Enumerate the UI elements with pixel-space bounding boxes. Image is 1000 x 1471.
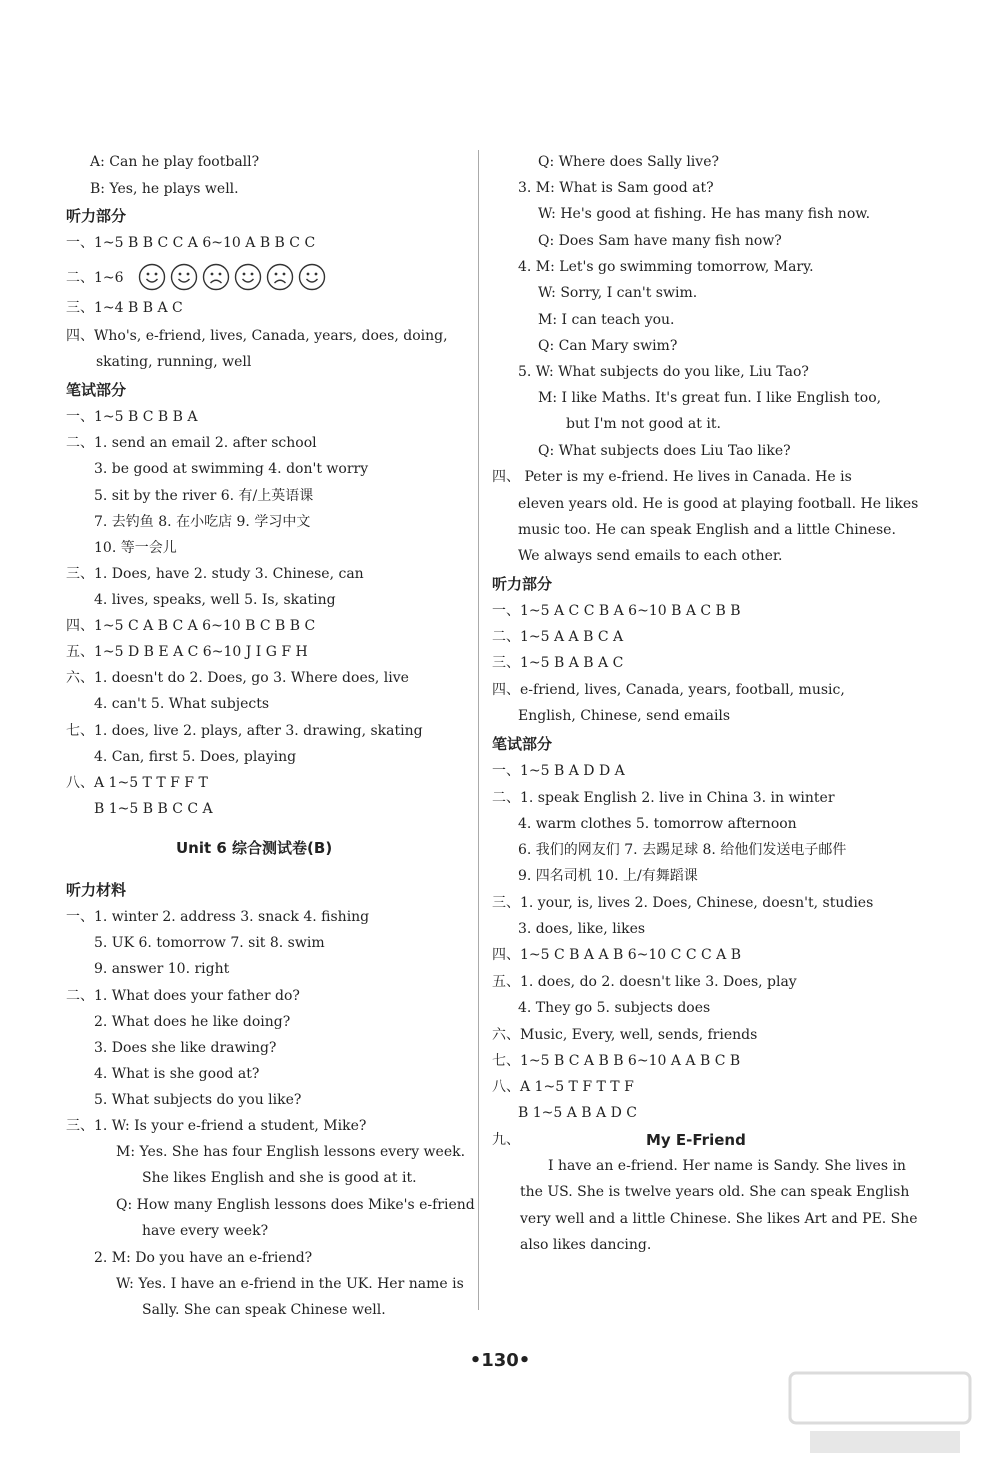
section-title: Unit 6 综合测试卷(B) bbox=[176, 839, 333, 857]
sad-face-icon bbox=[266, 263, 294, 291]
answer-line: 5. UK 6. tomorrow 7. sit 8. swim bbox=[94, 935, 325, 951]
answer-line: I have an e-friend. Her name is Sandy. She lives in bbox=[548, 1158, 906, 1174]
answer-line: 3. does, like, likes bbox=[518, 921, 646, 937]
answer-line: 一、1~5 A C C B A 6~10 B A C B B bbox=[492, 603, 741, 619]
answer-line: 4. can't 5. What subjects bbox=[94, 696, 270, 712]
answer-line: 5. sit by the river 6. 有/上英语课 bbox=[94, 488, 314, 504]
answer-line: 6. 我们的网友们 7. 去踢足球 8. 给他们发送电子邮件 bbox=[518, 842, 847, 858]
answer-line: skating, running, well bbox=[96, 354, 252, 370]
answer-line: 五、1. does, do 2. doesn't like 3. Does, play bbox=[492, 974, 797, 990]
answer-line: 7. 去钓鱼 8. 在小吃店 9. 学习中文 bbox=[94, 514, 311, 530]
answer-line: very well and a little Chinese. She likes Art and PE. She bbox=[520, 1211, 918, 1227]
answer-line: 六、Music, Every, well, sends, friends bbox=[492, 1027, 758, 1043]
answer-line: 一、1~5 B C B B A bbox=[66, 409, 198, 425]
page-number: •130• bbox=[469, 1350, 531, 1371]
happy-face-icon bbox=[298, 263, 326, 291]
answer-line: English, Chinese, send emails bbox=[518, 708, 731, 724]
answer-line: M: Yes. She has four English lessons every week. bbox=[116, 1144, 466, 1160]
answer-line: 2. What does he like doing? bbox=[94, 1014, 291, 1030]
answer-line: 八、A 1~5 T T F F T bbox=[66, 775, 208, 791]
answer-line: W: Sorry, I can't swim. bbox=[538, 285, 698, 301]
answer-line: the US. She is twelve years old. She can speak English bbox=[520, 1184, 910, 1200]
answer-line: M: I like Maths. It's great fun. I like English too, bbox=[538, 390, 882, 406]
section-title: My E-Friend bbox=[646, 1131, 746, 1149]
answer-line: 4. What is she good at? bbox=[94, 1066, 260, 1082]
smiley-faces-answer bbox=[138, 263, 326, 291]
answer-line: 四、1~5 C A B C A 6~10 B C B B C bbox=[66, 618, 316, 634]
answer-line: 4. warm clothes 5. tomorrow afternoon bbox=[518, 816, 797, 832]
answer-line: 八、A 1~5 T F T T F bbox=[492, 1079, 634, 1095]
happy-face-icon bbox=[234, 263, 262, 291]
answer-line: 4. lives, speaks, well 5. Is, skating bbox=[94, 592, 336, 608]
happy-face-icon bbox=[170, 263, 198, 291]
answer-line: 三、1~4 B B A C bbox=[66, 300, 183, 316]
answer-line: also likes dancing. bbox=[520, 1237, 652, 1253]
column-divider bbox=[478, 150, 479, 1310]
answer-line: 4. They go 5. subjects does bbox=[518, 1000, 711, 1016]
answer-line: 四、1~5 C B A A B 6~10 C C C A B bbox=[492, 947, 741, 963]
answer-line: 一、1~5 B A D D A bbox=[492, 763, 625, 779]
answer-line: 3. Does she like drawing? bbox=[94, 1040, 277, 1056]
answer-line: 三、1. W: Is your e-friend a student, Mike? bbox=[66, 1118, 367, 1134]
answer-line: B 1~5 B B C C A bbox=[94, 801, 213, 817]
section-heading: 听力材料 bbox=[66, 881, 127, 899]
answer-line: B 1~5 A B A D C bbox=[518, 1105, 637, 1121]
answer-line: 10. 等一会儿 bbox=[94, 540, 177, 556]
answer-line: 二、1. send an email 2. after school bbox=[66, 435, 317, 451]
answer-line: She likes English and she is good at it. bbox=[142, 1170, 417, 1186]
answer-line: 二、1. speak English 2. live in China 3. in winter bbox=[492, 790, 835, 806]
answer-line: 九、 bbox=[492, 1132, 520, 1148]
answer-line: 二、1~5 A A B C A bbox=[492, 629, 624, 645]
answer-line: 3. M: What is Sam good at? bbox=[518, 180, 714, 196]
answer-line: 2. M: Do you have an e-friend? bbox=[94, 1250, 313, 1266]
happy-face-icon bbox=[138, 263, 166, 291]
answer-line: B: Yes, he plays well. bbox=[90, 181, 239, 197]
answer-line: 9. answer 10. right bbox=[94, 961, 230, 977]
answer-line: 七、1~5 B C A B B 6~10 A A B C B bbox=[492, 1053, 741, 1069]
answer-line: We always send emails to each other. bbox=[518, 548, 783, 564]
answer-line: Sally. She can speak Chinese well. bbox=[142, 1302, 386, 1318]
answer-line: Q: Does Sam have many fish now? bbox=[538, 233, 782, 249]
answer-line: 二、1~6 bbox=[66, 270, 124, 286]
section-heading: 听力部分 bbox=[66, 207, 127, 225]
answer-line: music too. He can speak English and a little Chinese. bbox=[518, 522, 896, 538]
answer-line: M: I can teach you. bbox=[538, 312, 675, 328]
answer-line: but I'm not good at it. bbox=[566, 416, 721, 432]
section-heading: 笔试部分 bbox=[492, 735, 553, 753]
answer-line: 四、 Peter is my e-friend. He lives in Canada. He is bbox=[492, 469, 852, 485]
sad-face-icon bbox=[202, 263, 230, 291]
answer-line: W: Yes. I have an e-friend in the UK. Her name is bbox=[116, 1276, 464, 1292]
answer-line: 二、1. What does your father do? bbox=[66, 988, 300, 1004]
answer-line: 三、1. your, is, lives 2. Does, Chinese, doesn't, studies bbox=[492, 895, 874, 911]
answer-line: 5. What subjects do you like? bbox=[94, 1092, 302, 1108]
answer-line: 一、1~5 B B C C A 6~10 A B B C C bbox=[66, 235, 316, 251]
answer-line: 一、1. winter 2. address 3. snack 4. fishing bbox=[66, 909, 370, 925]
answer-line: Q: What subjects does Liu Tao like? bbox=[538, 443, 791, 459]
answer-line: 四、Who's, e-friend, lives, Canada, years, does, doing, bbox=[66, 328, 448, 344]
answer-line: 3. be good at swimming 4. don't worry bbox=[94, 461, 369, 477]
section-heading: 笔试部分 bbox=[66, 381, 127, 399]
answer-line: Q: Can Mary swim? bbox=[538, 338, 678, 354]
answer-line: 5. W: What subjects do you like, Liu Tao? bbox=[518, 364, 809, 380]
answer-line: 五、1~5 D B E A C 6~10 J I G F H bbox=[66, 644, 308, 660]
answer-line: 七、1. does, live 2. plays, after 3. drawing, skating bbox=[66, 723, 423, 739]
answer-line: 四、e-friend, lives, Canada, years, football, music, bbox=[492, 682, 845, 698]
answer-line: have every week? bbox=[142, 1223, 269, 1239]
answer-line: 4. Can, first 5. Does, playing bbox=[94, 749, 297, 765]
answer-line: 三、1~5 B A B A C bbox=[492, 655, 624, 671]
watermark-logo bbox=[780, 1363, 980, 1463]
answer-line: A: Can he play football? bbox=[90, 154, 260, 170]
answer-line: 9. 四名司机 10. 上/有舞蹈课 bbox=[518, 868, 698, 884]
answer-line: 4. M: Let's go swimming tomorrow, Mary. bbox=[518, 259, 814, 275]
answer-line: Q: Where does Sally live? bbox=[538, 154, 719, 170]
answer-line: eleven years old. He is good at playing football. He likes bbox=[518, 496, 919, 512]
answer-line: Q: How many English lessons does Mike's e-friend bbox=[116, 1197, 475, 1213]
answer-line: 三、1. Does, have 2. study 3. Chinese, can bbox=[66, 566, 364, 582]
answer-line: W: He's good at fishing. He has many fish now. bbox=[538, 206, 871, 222]
answer-line: 六、1. doesn't do 2. Does, go 3. Where does, live bbox=[66, 670, 409, 686]
section-heading: 听力部分 bbox=[492, 575, 553, 593]
